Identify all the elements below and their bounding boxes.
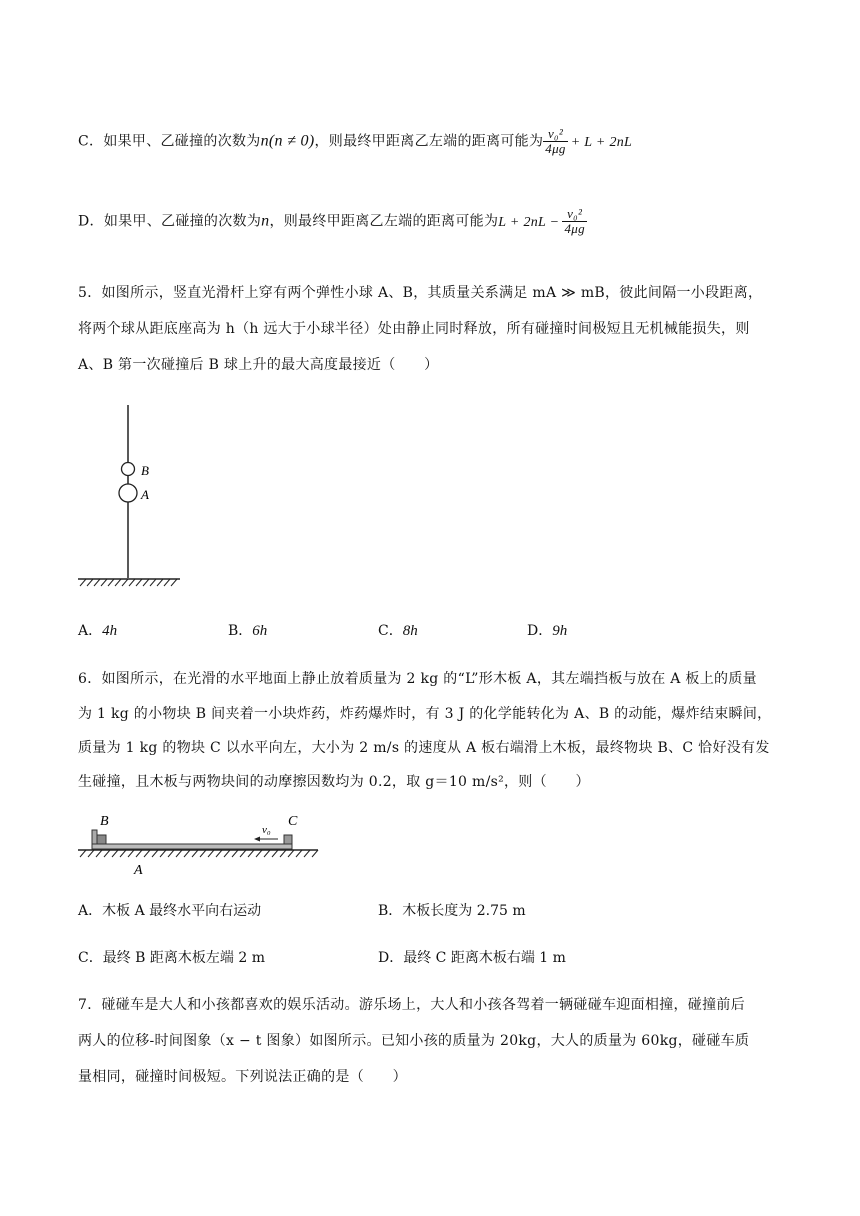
q6-stem-line-4: 生碰撞，且木板与两物块间的动摩擦因数均为 0.2，取 g＝10 m/s²，则（ ） (78, 774, 590, 790)
option-label: C． (78, 133, 104, 150)
fraction: $\frac{\text{v₀²}}{4\mu g}$ (564, 206, 585, 236)
math-expression: n (261, 212, 270, 230)
label-c: C (288, 814, 298, 829)
q6-option-b: B．木板长度为 2.75 m (378, 903, 526, 919)
q5-option-b: B．6h (228, 623, 268, 639)
q5-stem-line-3: A、B 第一次碰撞后 B 球上升的最大高度最接近（ ） (78, 357, 439, 373)
q6-option-a: A．木板 A 最终水平向右运动 (78, 903, 262, 919)
option-text: ，则最终甲距离乙左端的距离可能为 (314, 133, 544, 150)
label-b: B (141, 463, 149, 478)
ball-b (122, 463, 135, 476)
q6-stem-line-2: 为 1 kg 的小物块 B 间夹着一小块炸药，炸药爆炸时，有 3 J 的化学能转化为 A、B 的动能，爆炸结束瞬间， (78, 706, 772, 722)
label-a: A (134, 863, 143, 878)
option-label: D． (78, 213, 104, 230)
q6-board-figure (72, 808, 322, 880)
q5-stem-line-1: 5．如图所示，竖直光滑杆上穿有两个弹性小球 A、B，其质量关系满足 mA ≫ mB，彼此间隔一小段距离， (78, 285, 763, 301)
math-expression: L + 2nL − (498, 214, 560, 230)
block-c (284, 835, 292, 844)
ball-a (119, 484, 137, 502)
option-text: 如果甲、乙碰撞的次数为 (103, 133, 261, 150)
q7-stem-line-3: 量相同，碰撞时间极短。下列说法正确的是（ ） (78, 1069, 407, 1085)
q5-option-a: A．4h (78, 623, 118, 639)
q6-stem-line-3: 质量为 1 kg 的物块 C 以水平向左，大小为 2 m/s 的速度从 A 板右端滑上木板，最终物块 B、C 恰好没有发 (78, 740, 770, 756)
q5-stem-line-2: 将两个球从距底座高为 h（h 远大于小球半径）处由静止同时释放，所有碰撞时间极短且无机械能损失，则 (78, 321, 750, 337)
ground-hatching (80, 579, 177, 586)
q7-stem-line-2: 两人的位移-时间图象（x − t 图象）如图所示。已知小孩的质量为 20kg，大人的质量为 60kg，碰碰车质 (78, 1033, 750, 1049)
label-v0: v₀ (262, 824, 271, 836)
q6-option-c: C．最终 B 距离木板左端 2 m (78, 950, 265, 966)
q5-option-d: D．9h (527, 623, 568, 639)
block-b (97, 835, 106, 844)
q4-option-d (78, 207, 587, 236)
q5-rod-figure (70, 395, 200, 595)
label-a: A (141, 487, 149, 502)
math-expression: n(n ≠ 0) (260, 132, 315, 150)
board-a (92, 844, 292, 849)
option-text: ，则最终甲距离乙左端的距离可能为 (269, 213, 499, 230)
ground-hatching (80, 850, 318, 857)
q6-option-d: D．最终 C 距离木板右端 1 m (378, 950, 566, 966)
fraction: $\frac{\text{v₀²}}{4\mu g}$ (545, 126, 566, 156)
option-text: 如果甲、乙碰撞的次数为 (103, 213, 262, 230)
q6-stem-line-1: 6．如图所示，在光滑的水平地面上静止放着质量为 2 kg 的“L”形木板 A，其左端挡板与放在 A 板上的质量 (78, 671, 757, 687)
q4-option-c (78, 127, 632, 156)
q7-stem-line-1: 7．碰碰车是大人和小孩都喜欢的娱乐活动。游乐场上，大人和小孩各驾着一辆碰碰车迎面相撞，碰撞前后 (78, 997, 746, 1013)
math-expression: + L + 2nL (570, 134, 633, 150)
q5-option-c: C．8h (378, 623, 418, 639)
label-b: B (100, 814, 109, 829)
